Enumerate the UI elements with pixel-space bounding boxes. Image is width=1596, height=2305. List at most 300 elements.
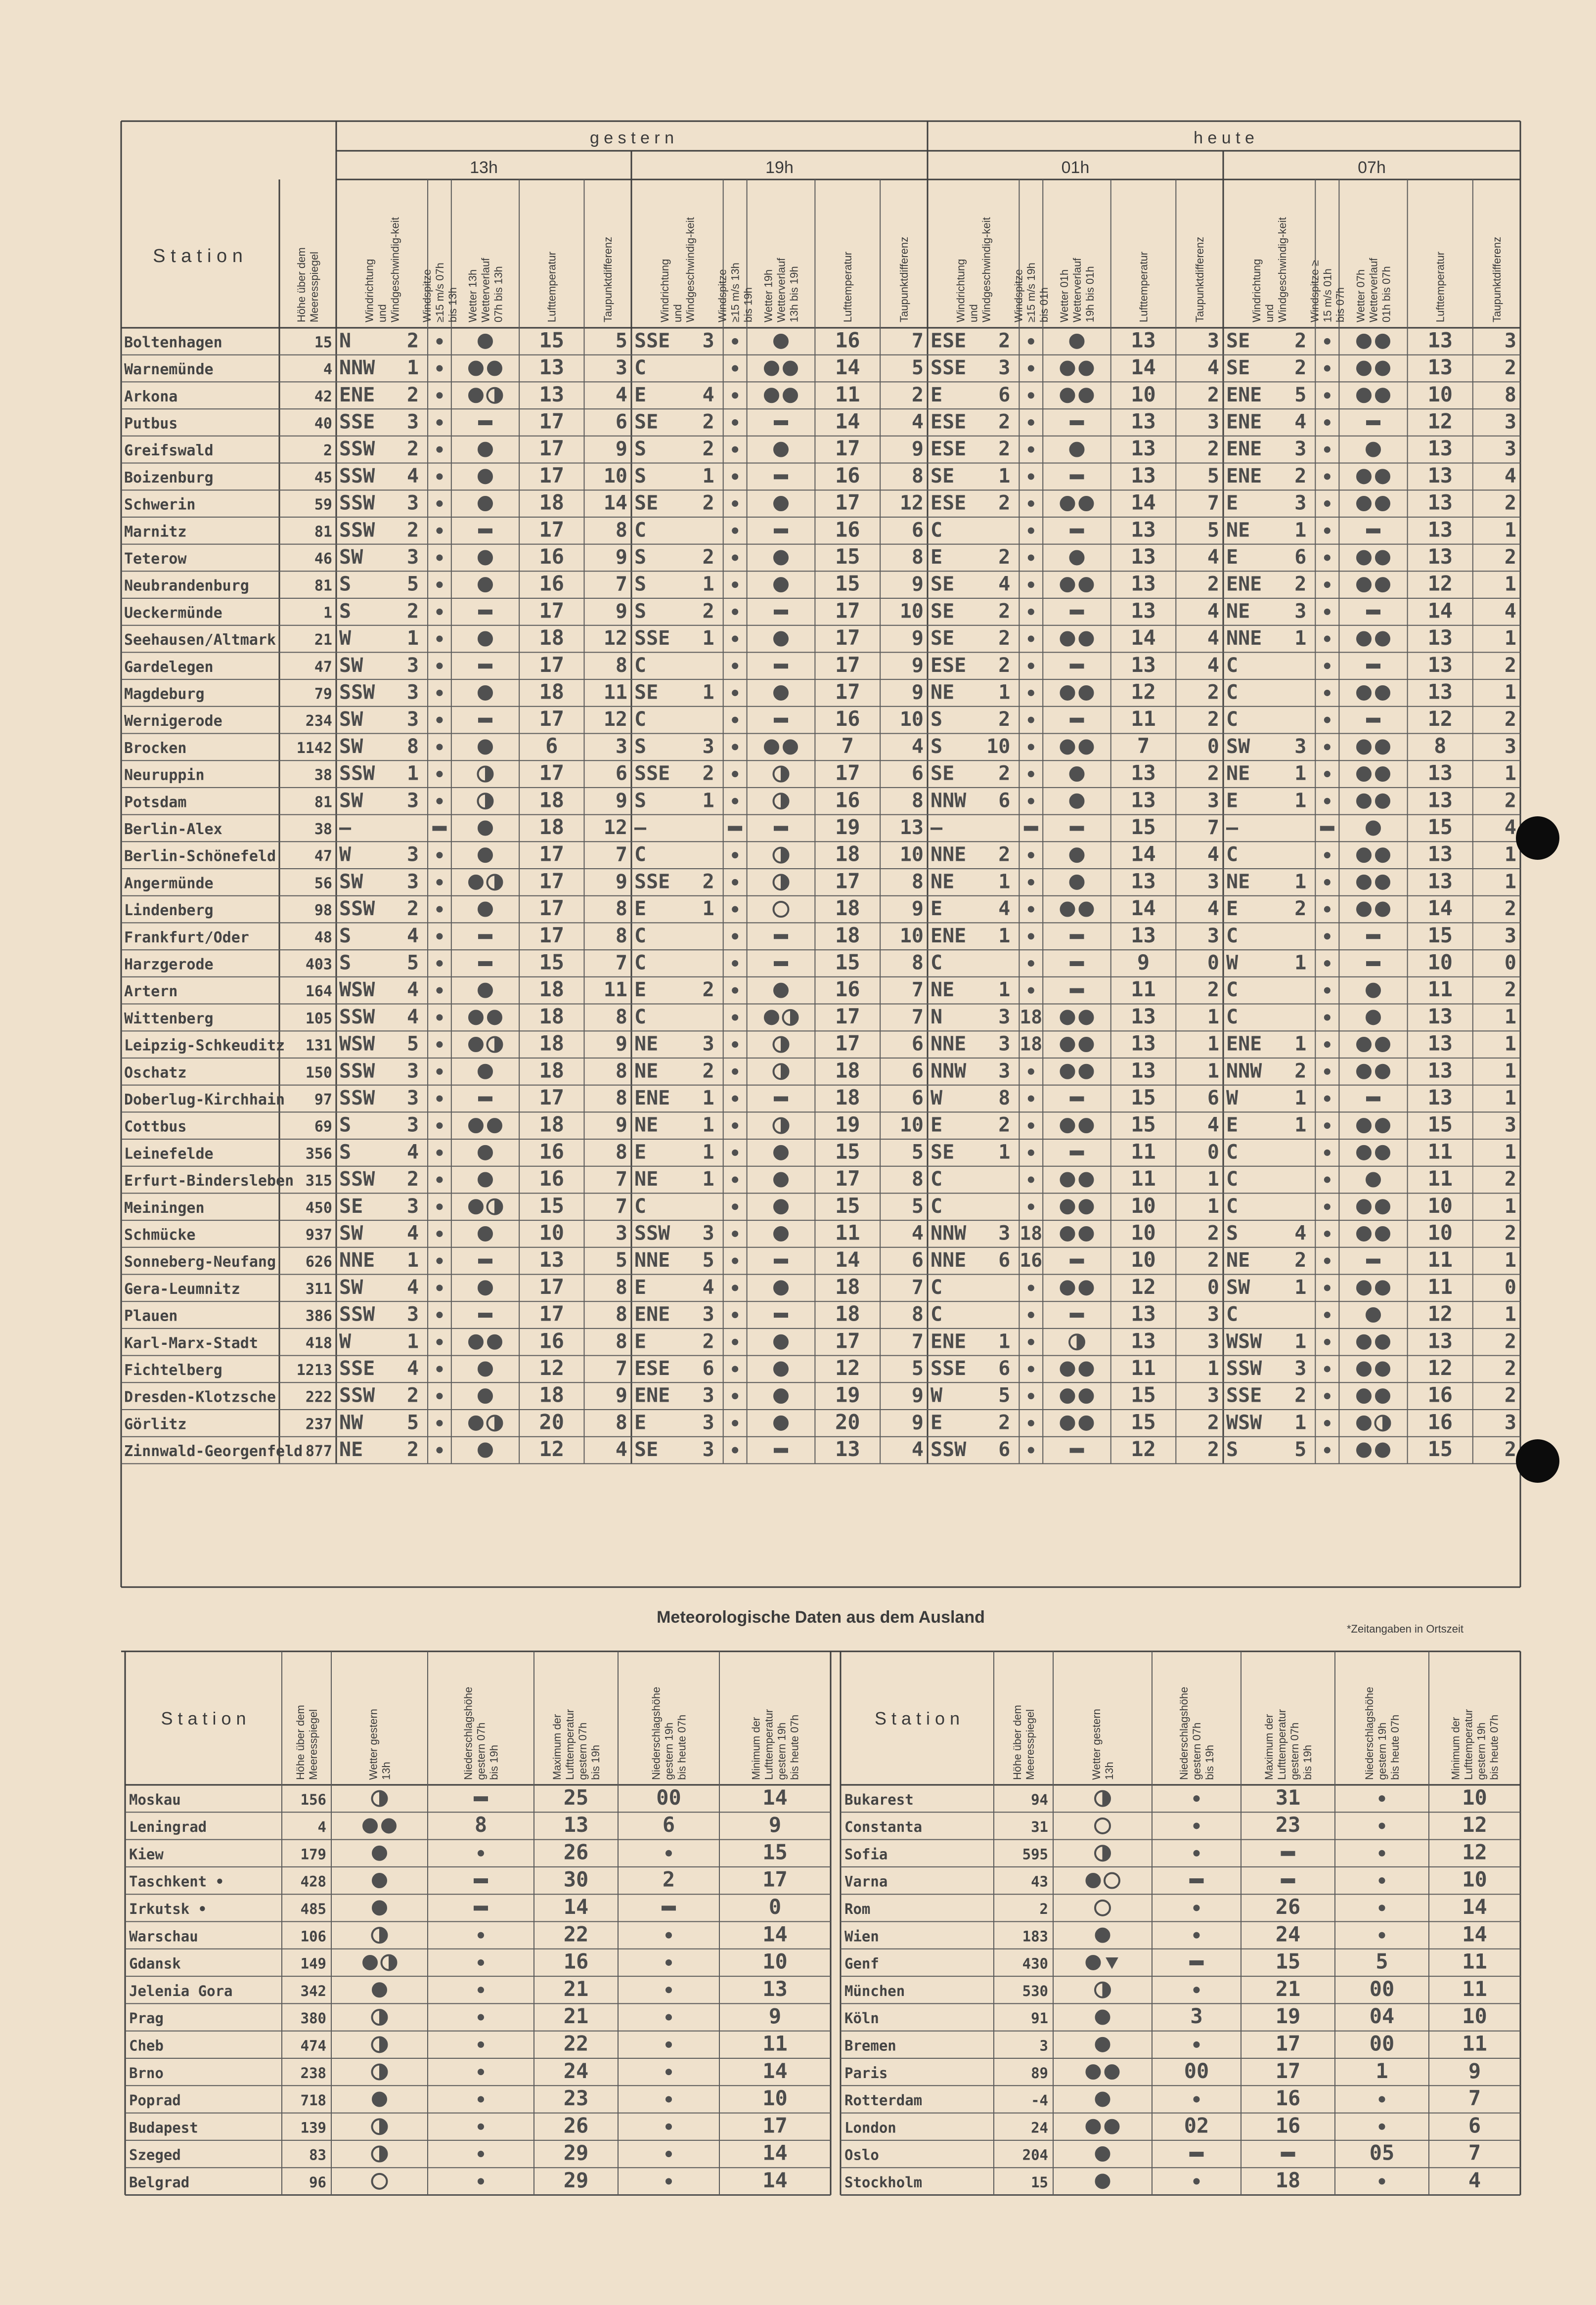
overcast-symbol xyxy=(1069,875,1084,889)
overcast-symbol xyxy=(1375,767,1390,782)
abroad-weather-symbol xyxy=(363,1955,397,1970)
wind-direction: SE xyxy=(634,681,659,704)
gust-none xyxy=(1324,1204,1330,1210)
overcast-symbol xyxy=(1375,496,1390,511)
abroad-column-header: bis heute 07h xyxy=(1388,1714,1401,1780)
weather-symbol xyxy=(478,550,492,565)
gust-none xyxy=(437,365,443,371)
wind-speed: 2 xyxy=(998,654,1011,677)
abroad-station-height: 89 xyxy=(1031,2064,1048,2082)
wind-speed: 2 xyxy=(702,870,714,893)
abroad-column-header: gestern 19h xyxy=(775,1722,788,1780)
column-header: und xyxy=(1263,304,1276,322)
wind-direction: C xyxy=(1226,681,1239,704)
dot-symbol xyxy=(437,744,443,750)
wind-direction: C xyxy=(931,1168,943,1191)
wind-speed: 1 xyxy=(702,789,714,812)
wind-direction: SE xyxy=(931,600,955,623)
weather-symbol xyxy=(478,529,492,533)
overcast-symbol xyxy=(1375,388,1390,403)
overcast-symbol xyxy=(1357,1226,1372,1241)
wind-speed: 1 xyxy=(702,627,714,650)
abroad-station-name: Leningrad xyxy=(129,1818,207,1836)
abroad-empty-value xyxy=(1190,1960,1203,1965)
wind-speed: 2 xyxy=(998,762,1011,785)
dot-symbol xyxy=(732,528,738,533)
abroad-value-max: 17 xyxy=(1275,2058,1301,2083)
abroad-weather-symbol xyxy=(372,1928,387,1943)
wind-speed: 2 xyxy=(998,438,1011,461)
gust-none xyxy=(437,609,443,615)
overcast-symbol xyxy=(773,631,788,646)
air-temperature: 18 xyxy=(539,679,565,704)
overcast-symbol xyxy=(1060,1172,1075,1187)
weather-symbol xyxy=(478,740,492,754)
station-height: 47 xyxy=(314,658,332,676)
air-temperature: 13 xyxy=(1131,1301,1156,1326)
overcast-symbol xyxy=(1095,1928,1110,1943)
dot-symbol xyxy=(1379,1796,1385,1802)
dewpoint-difference: 0 xyxy=(1207,735,1219,758)
wind-direction: SSW xyxy=(1226,1357,1262,1380)
weather-symbol xyxy=(468,1334,502,1349)
overcast-symbol xyxy=(468,361,483,376)
abroad-value-min: 14 xyxy=(1462,1895,1487,1919)
wind-direction: C xyxy=(634,708,647,731)
gust-none xyxy=(732,446,738,452)
abroad-empty-value xyxy=(474,1879,488,1883)
weather-symbol xyxy=(1357,388,1390,403)
abroad-station-name: Warschau xyxy=(129,1928,198,1945)
dot-symbol xyxy=(1379,1905,1385,1911)
overcast-symbol xyxy=(1079,1118,1094,1133)
wind-direction: SSW xyxy=(339,1005,375,1028)
weather-symbol xyxy=(1357,1037,1390,1052)
weather-symbol xyxy=(774,664,788,668)
dewpoint-difference: 1 xyxy=(1504,762,1516,785)
wind-speed: 4 xyxy=(406,464,419,488)
air-temperature: 13 xyxy=(1131,436,1156,461)
wind-speed: 1 xyxy=(1294,519,1307,542)
dewpoint-difference: 1 xyxy=(1504,681,1516,704)
wind-direction: ENE xyxy=(1226,410,1262,434)
gust-none xyxy=(1028,987,1034,993)
dot-symbol xyxy=(478,2151,484,2157)
station-name: Berlin-Alex xyxy=(124,820,222,838)
gust-none xyxy=(1324,1123,1330,1129)
dot-symbol xyxy=(1194,1905,1199,1911)
station-name: Lindenberg xyxy=(124,902,214,920)
station-height: 937 xyxy=(305,1226,332,1244)
air-temperature: 13 xyxy=(1427,679,1453,704)
wind-speed: 3 xyxy=(406,545,419,569)
dot-symbol xyxy=(1324,690,1330,696)
wind-direction: SSW xyxy=(339,491,375,515)
wind-speed: 2 xyxy=(1294,464,1307,488)
wind-direction: SSE xyxy=(634,627,670,650)
column-header: bis 01h xyxy=(1038,287,1051,322)
dot-symbol xyxy=(732,987,738,993)
gust-none xyxy=(1028,474,1034,480)
overcast-symbol xyxy=(1060,1416,1075,1430)
overcast-symbol xyxy=(1375,1064,1390,1079)
wind-direction: ESE xyxy=(931,491,967,515)
wind-direction: C xyxy=(1226,1168,1239,1191)
wind-speed: 3 xyxy=(406,1113,419,1137)
air-temperature: 10 xyxy=(1131,382,1156,406)
abroad-value-max: 26 xyxy=(1275,1895,1301,1919)
dot-symbol xyxy=(437,960,443,966)
dot-symbol xyxy=(1379,1850,1385,1856)
air-temperature: 13 xyxy=(1427,760,1453,785)
overcast-symbol xyxy=(372,2092,387,2107)
overcast-symbol xyxy=(1357,577,1372,592)
weather-symbol xyxy=(478,420,492,425)
abroad-empty-value xyxy=(662,1906,676,1910)
wind-direction: SSE xyxy=(634,870,670,893)
dewpoint-difference: 5 xyxy=(615,1249,627,1272)
wind-direction: S xyxy=(931,735,943,758)
clear-sky-symbol xyxy=(372,2174,387,2189)
dash-symbol xyxy=(774,934,788,939)
dewpoint-difference: 6 xyxy=(911,519,924,542)
dot-symbol xyxy=(1194,1823,1199,1829)
wind-direction: SSE xyxy=(339,410,375,434)
abroad-station-name: Cheb xyxy=(129,2037,164,2054)
weather-symbol xyxy=(1366,442,1381,457)
column-header: ≥15 m/s 07h xyxy=(433,263,446,322)
dot-symbol xyxy=(1194,1987,1199,1993)
wind-speed: 5 xyxy=(1294,1438,1307,1462)
dewpoint-difference: 0 xyxy=(1207,951,1219,975)
dot-symbol xyxy=(1324,528,1330,533)
wind-speed: 2 xyxy=(998,410,1011,434)
wind-direction: E xyxy=(1226,491,1239,515)
dot-symbol xyxy=(732,582,738,588)
wind-speed: 2 xyxy=(998,1113,1011,1137)
dash-symbol xyxy=(1070,1097,1084,1101)
abroad-station-name: Stockholm xyxy=(844,2174,923,2191)
wind-speed: 1 xyxy=(998,924,1011,947)
wind-direction: C xyxy=(1226,1303,1239,1326)
gust-none xyxy=(437,717,443,723)
station-name: Gardelegen xyxy=(124,658,214,676)
abroad-value-max: 23 xyxy=(563,2086,589,2111)
gust-none xyxy=(437,419,443,425)
overcast-symbol xyxy=(478,902,492,917)
abroad-empty-value xyxy=(1190,1879,1203,1883)
abroad-value-max: 22 xyxy=(563,2031,589,2056)
wind-speed: 3 xyxy=(998,1032,1011,1056)
abroad-empty-value xyxy=(478,2096,484,2102)
abroad-weather-symbol xyxy=(1086,1955,1118,1970)
dot-symbol xyxy=(1324,1447,1330,1453)
station-name: Greifswald xyxy=(124,442,214,460)
dot-symbol xyxy=(1324,393,1330,399)
wind-direction: SSW xyxy=(339,1303,375,1326)
overcast-symbol xyxy=(1086,1873,1101,1888)
abroad-empty-value xyxy=(478,2041,484,2047)
abroad-station-name: Prag xyxy=(129,2010,164,2027)
station-name: Neubrandenburg xyxy=(124,577,249,595)
station-name: Boltenhagen xyxy=(124,334,222,352)
dewpoint-difference: 8 xyxy=(615,1086,627,1109)
station-height: 105 xyxy=(305,1010,332,1027)
weather-symbol xyxy=(773,1172,788,1187)
dewpoint-difference: 2 xyxy=(1504,1222,1516,1245)
dewpoint-difference: 8 xyxy=(615,897,627,921)
dash-symbol xyxy=(474,1797,488,1801)
overcast-symbol xyxy=(1357,1389,1372,1404)
dash-symbol xyxy=(1070,1259,1084,1263)
dewpoint-difference: 9 xyxy=(911,897,924,921)
station-height: 626 xyxy=(305,1253,332,1271)
wind-direction: WSW xyxy=(339,978,375,1002)
wind-direction: S xyxy=(1226,1222,1239,1245)
gust-none xyxy=(1324,1042,1330,1048)
abroad-empty-value xyxy=(478,2014,484,2020)
overcast-symbol xyxy=(1060,577,1075,592)
dot-symbol xyxy=(732,609,738,615)
abroad-station-name: Gdansk xyxy=(129,1955,181,1972)
abroad-station-height: 106 xyxy=(300,1928,326,1945)
overcast-symbol xyxy=(1060,361,1075,376)
wind-direction: SSE xyxy=(931,356,967,380)
station-name: Wernigerode xyxy=(124,712,222,730)
gust-none xyxy=(1028,960,1034,966)
overcast-symbol xyxy=(1375,1389,1390,1404)
dewpoint-difference: 11 xyxy=(603,681,627,704)
gust-none xyxy=(1324,960,1330,966)
weather-symbol xyxy=(773,848,788,863)
dewpoint-difference: 1 xyxy=(1207,1195,1219,1218)
overcast-symbol xyxy=(1375,334,1390,349)
abroad-empty-value xyxy=(1194,1932,1199,1938)
overcast-symbol xyxy=(1079,496,1094,511)
dewpoint-difference: 9 xyxy=(615,438,627,461)
air-temperature: 17 xyxy=(539,463,565,488)
gust-none xyxy=(732,1420,738,1426)
dot-symbol xyxy=(732,717,738,723)
weather-symbol xyxy=(1367,420,1380,425)
wind-direction: C xyxy=(931,1303,943,1326)
wind-speed: 1 xyxy=(702,573,714,596)
abroad-column-header: gestern 19h xyxy=(663,1722,675,1780)
dash-symbol xyxy=(1367,1097,1380,1101)
station-height: 40 xyxy=(314,415,332,433)
weather-symbol xyxy=(774,718,788,722)
station-name: Frankfurt/Oder xyxy=(124,929,249,946)
wind-direction: ENE xyxy=(339,383,375,406)
wind-direction: SE xyxy=(1226,356,1250,380)
station-height: 81 xyxy=(314,577,332,595)
wind-direction: NE xyxy=(1226,870,1250,893)
abroad-value-min: 10 xyxy=(1462,2004,1487,2029)
wind-direction: C xyxy=(1226,1195,1239,1218)
wind-speed: 4 xyxy=(406,1276,419,1299)
gust-none xyxy=(732,663,738,669)
overcast-symbol xyxy=(1375,577,1390,592)
gust-none xyxy=(1028,582,1034,588)
air-temperature: 13 xyxy=(1427,788,1453,812)
weather-symbol xyxy=(1060,1037,1094,1052)
wind-direction: SSW xyxy=(339,681,375,704)
wind-direction: NNW xyxy=(931,789,967,812)
air-temperature: 15 xyxy=(1427,1112,1453,1137)
dewpoint-difference: 6 xyxy=(911,1086,924,1109)
dash-symbol xyxy=(774,826,788,831)
dewpoint-difference: 1 xyxy=(1207,1357,1219,1380)
overcast-symbol xyxy=(773,1281,788,1295)
air-temperature: 20 xyxy=(835,1410,860,1434)
air-temperature: 11 xyxy=(1427,1166,1453,1191)
abroad-empty-value xyxy=(666,2178,672,2184)
air-temperature: 13 xyxy=(1427,625,1453,650)
column-header: Windspitze xyxy=(1012,269,1025,322)
weather-symbol xyxy=(1060,361,1094,376)
dewpoint-difference: 9 xyxy=(911,573,924,596)
shower-symbol xyxy=(1106,1957,1118,1968)
dewpoint-difference: 2 xyxy=(1504,789,1516,812)
overcast-symbol xyxy=(1357,496,1372,511)
wind-speed: 3 xyxy=(1294,491,1307,515)
weather-symbol xyxy=(478,1097,492,1101)
wind-speed: 2 xyxy=(702,438,714,461)
weather-symbol xyxy=(478,469,492,484)
wind-speed: 1 xyxy=(998,870,1011,893)
column-header: bis 13h xyxy=(446,287,459,322)
dot-symbol xyxy=(1324,636,1330,642)
height-header: Meeresspiegel xyxy=(308,251,320,322)
gust-none xyxy=(437,798,443,804)
wind-direction: SE xyxy=(931,627,955,650)
dewpoint-difference: 6 xyxy=(911,1060,924,1083)
air-temperature: 18 xyxy=(539,1112,565,1137)
weather-symbol xyxy=(468,361,502,376)
gust-none xyxy=(437,1068,443,1074)
wind-speed: 2 xyxy=(702,1060,714,1083)
abroad-weather-symbol xyxy=(1095,2174,1110,2189)
gust-none xyxy=(1324,798,1330,804)
weather-symbol xyxy=(478,496,492,511)
wind-direction: SSW xyxy=(339,438,375,461)
column-header: Windgeschwindig-keit xyxy=(389,217,401,322)
station-name: Potsdam xyxy=(124,794,187,811)
dewpoint-difference: 8 xyxy=(615,1303,627,1326)
column-header: 19h bis 01h xyxy=(1083,266,1096,322)
wind-direction: NE xyxy=(931,870,955,893)
gust-none xyxy=(1028,744,1034,750)
dewpoint-difference: 5 xyxy=(1207,464,1219,488)
wind-direction: W xyxy=(1226,951,1239,975)
dot-symbol xyxy=(1324,555,1330,561)
wind-speed: 1 xyxy=(1294,789,1307,812)
dewpoint-difference: 6 xyxy=(911,762,924,785)
wind-speed: 1 xyxy=(406,627,419,650)
weather-symbol xyxy=(1357,1145,1390,1160)
wind-speed: 6 xyxy=(998,1357,1011,1380)
air-temperature: 18 xyxy=(539,1382,565,1407)
gust-none xyxy=(732,555,738,561)
dot-symbol xyxy=(1324,1123,1330,1129)
wind-speed: 1 xyxy=(702,897,714,921)
dot-symbol xyxy=(437,1096,443,1102)
abroad-empty-value xyxy=(1194,1796,1199,1802)
dash-symbol xyxy=(478,420,492,425)
wind-direction: NW xyxy=(339,1411,363,1434)
dot-symbol xyxy=(1324,879,1330,885)
dewpoint-difference: 1 xyxy=(1207,1032,1219,1056)
column-header: Lufttemperatur xyxy=(842,251,854,322)
gust-none xyxy=(732,636,738,642)
wind-direction: SE xyxy=(931,1141,955,1164)
air-temperature: 11 xyxy=(1131,707,1156,731)
dot-symbol xyxy=(1324,1068,1330,1074)
weather-symbol xyxy=(1060,1281,1094,1295)
station-height: 877 xyxy=(305,1443,332,1461)
dot-symbol xyxy=(437,1339,443,1345)
overcast-symbol xyxy=(1375,1362,1390,1376)
dot-symbol xyxy=(437,1068,443,1074)
station-height: 1142 xyxy=(296,739,332,757)
overcast-symbol xyxy=(372,1846,387,1861)
column-header: Windrichtung xyxy=(363,259,376,322)
overcast-symbol xyxy=(1375,1443,1390,1458)
station-name: Schwerin xyxy=(124,496,196,514)
weather-symbol xyxy=(478,902,492,917)
air-temperature: 12 xyxy=(1131,1437,1156,1462)
dot-symbol xyxy=(437,1123,443,1129)
abroad-station-height: 4 xyxy=(317,1818,326,1836)
gust-none xyxy=(1324,717,1330,723)
station-name: Neuruppin xyxy=(124,766,205,784)
abroad-value-max: 24 xyxy=(563,2058,589,2083)
wind-direction: E xyxy=(634,1330,647,1353)
gust-none xyxy=(1324,609,1330,615)
station-height: 234 xyxy=(305,712,332,730)
wind-direction: ENE xyxy=(931,924,967,947)
abroad-value-min: 15 xyxy=(762,1840,788,1864)
wind-direction: C xyxy=(931,1276,943,1299)
dot-symbol xyxy=(437,1042,443,1048)
dewpoint-difference: 2 xyxy=(1207,383,1219,406)
wind-direction: S xyxy=(339,924,352,947)
abroad-empty-value xyxy=(478,1850,484,1856)
weather-symbol xyxy=(774,1097,788,1101)
column-header: Wetter 01h xyxy=(1058,269,1070,322)
dot-symbol xyxy=(437,474,443,480)
weather-symbol xyxy=(1070,988,1084,993)
dot-symbol xyxy=(1028,1393,1034,1399)
wind-speed: 5 xyxy=(1294,383,1307,406)
air-temperature: 18 xyxy=(835,923,860,947)
weather-symbol xyxy=(478,718,492,722)
gust-none xyxy=(1324,419,1330,425)
wind-direction: SW xyxy=(339,654,363,677)
dash-symbol xyxy=(474,1879,488,1883)
abroad-value-min: 10 xyxy=(1462,1867,1487,1892)
wind-speed: 1 xyxy=(998,1330,1011,1353)
station-name: Teterow xyxy=(124,550,187,568)
wind-direction: C xyxy=(1226,1005,1239,1028)
wind-direction: SE xyxy=(931,762,955,785)
dewpoint-difference: 2 xyxy=(1504,1357,1516,1380)
dot-symbol xyxy=(1028,690,1034,696)
station-height: 59 xyxy=(314,496,332,514)
dewpoint-difference: 9 xyxy=(911,627,924,650)
station-name: Görlitz xyxy=(124,1416,187,1433)
wind-direction: NE xyxy=(634,1060,659,1083)
